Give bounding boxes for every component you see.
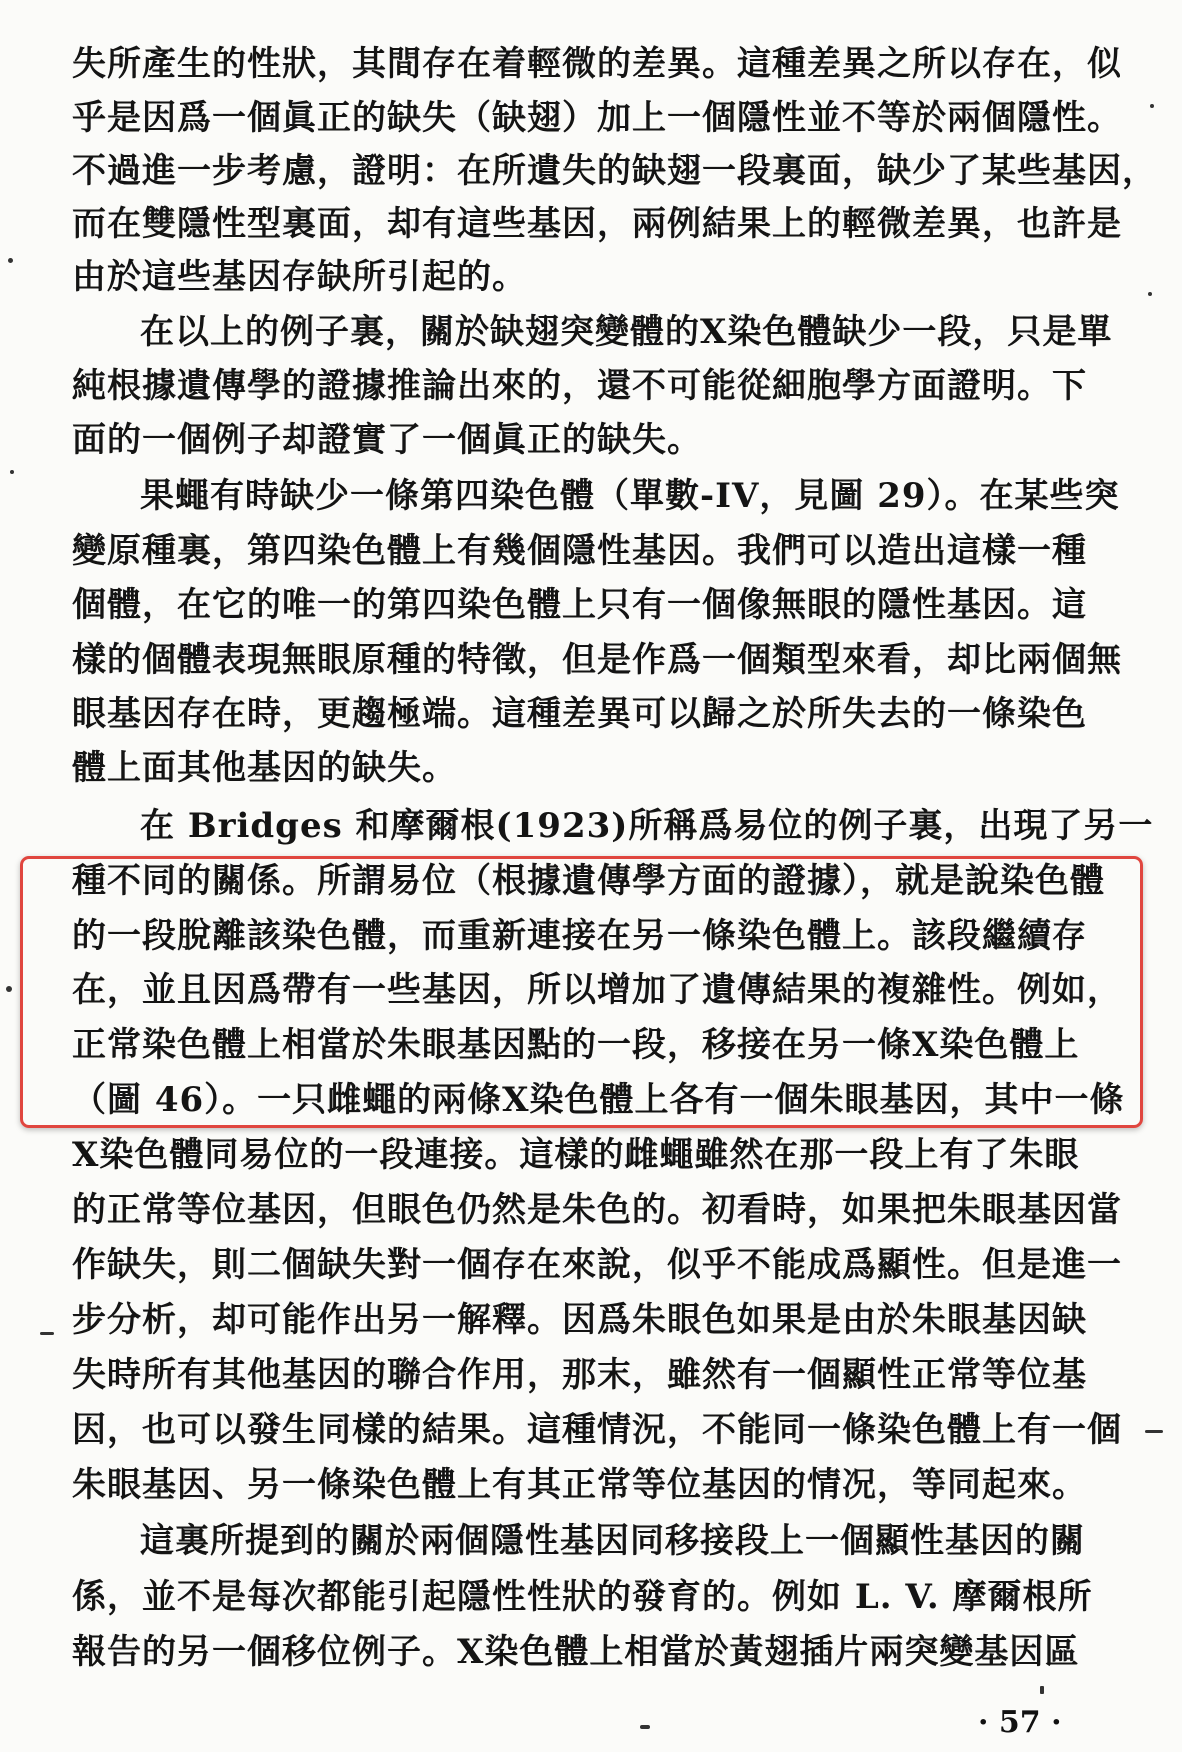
text-line: 的一段脫離該染色體，而重新連接在另一條染色體上。該段繼續存 [72, 916, 1087, 956]
text-line: 果蠅有時缺少一條第四染色體（單數-IV，見圖 29）。在某些突 [140, 476, 1120, 516]
text-line: 面的一個例子却證實了一個眞正的缺失。 [72, 420, 702, 460]
scan-speck [640, 1725, 650, 1729]
scan-speck [40, 1332, 54, 1335]
text-line: 在以上的例子裏，關於缺翅突變體的X染色體缺少一段，只是單 [140, 312, 1113, 352]
text-line: 體上面其他基因的缺失。 [72, 748, 457, 788]
text-line: 步分析，却可能作出另一解釋。因爲朱眼色如果是由於朱眼基因缺 [72, 1300, 1087, 1340]
text-line: 報告的另一個移位例子。X染色體上相當於黃翅插片兩突變基因區 [72, 1632, 1080, 1672]
text-line: 正常染色體上相當於朱眼基因點的一段，移接在另一條X染色體上 [72, 1025, 1080, 1065]
text-line: 乎是因爲一個眞正的缺失（缺翅）加上一個隱性並不等於兩個隱性。 [72, 98, 1122, 138]
text-line: （圖 46）。一只雌蠅的兩條X染色體上各有一個朱眼基因，其中一條 [72, 1080, 1125, 1120]
text-line: 失所產生的性狀，其間存在着輕微的差異。這種差異之所以存在，似 [72, 44, 1122, 84]
highlight-box [20, 856, 1143, 1128]
page-number: · 57 · [978, 1705, 1062, 1740]
text-line: 眼基因存在時，更趨極端。這種差異可以歸之於所失去的一條染色 [72, 694, 1087, 734]
scan-speck [10, 470, 14, 474]
scan-speck [1148, 292, 1152, 296]
text-line: 不過進一步考慮，證明：在所遺失的缺翅一段裏面，缺少了某些基因， [72, 151, 1157, 191]
text-line: 純根據遺傳學的證據推論出來的，還不可能從細胞學方面證明。下 [72, 366, 1087, 406]
text-line: 因，也可以發生同樣的結果。這種情況，不能同一條染色體上有一個 [72, 1410, 1122, 1450]
text-line: 係，並不是每次都能引起隱性性狀的發育的。例如 L. V. 摩爾根所 [72, 1577, 1093, 1617]
text-line: 個體，在它的唯一的第四染色體上只有一個像無眼的隱性基因。這 [72, 585, 1087, 625]
text-line: 在 Bridges 和摩爾根(1923)所稱爲易位的例子裏，出現了另一 [140, 806, 1154, 846]
text-line: 樣的個體表現無眼原種的特徵，但是作爲一個類型來看，却比兩個無 [72, 640, 1122, 680]
text-line: 變原種裏，第四染色體上有幾個隱性基因。我們可以造出這樣一種 [72, 531, 1087, 571]
text-line: 失時所有其他基因的聯合作用，那末，雖然有一個顯性正常等位基 [72, 1355, 1087, 1395]
scan-speck [1040, 1686, 1044, 1694]
text-line: 在，並且因爲帶有一些基因，所以增加了遺傳結果的複雜性。例如， [72, 970, 1122, 1010]
scan-speck [1145, 1430, 1163, 1433]
text-line: 由於這些基因存缺所引起的。 [72, 257, 527, 297]
text-line: 的正常等位基因，但眼色仍然是朱色的。初看時，如果把朱眼基因當 [72, 1190, 1122, 1230]
text-line: 作缺失，則二個缺失對一個存在來說，似乎不能成爲顯性。但是進一 [72, 1245, 1122, 1285]
text-line: 而在雙隱性型裏面，却有這些基因，兩例結果上的輕微差異，也許是 [72, 204, 1122, 244]
scan-speck [6, 986, 12, 992]
scan-speck [1150, 104, 1154, 108]
text-line: 這裏所提到的關於兩個隱性基因同移接段上一個顯性基因的關 [140, 1521, 1085, 1561]
text-line: 種不同的關係。所謂易位（根據遺傳學方面的證據），就是說染色體 [72, 861, 1105, 901]
text-line: X染色體同易位的一段連接。這樣的雌蠅雖然在那一段上有了朱眼 [72, 1135, 1080, 1175]
scan-speck [8, 258, 13, 263]
text-line: 朱眼基因、另一條染色體上有其正常等位基因的情况，等同起來。 [72, 1465, 1087, 1505]
